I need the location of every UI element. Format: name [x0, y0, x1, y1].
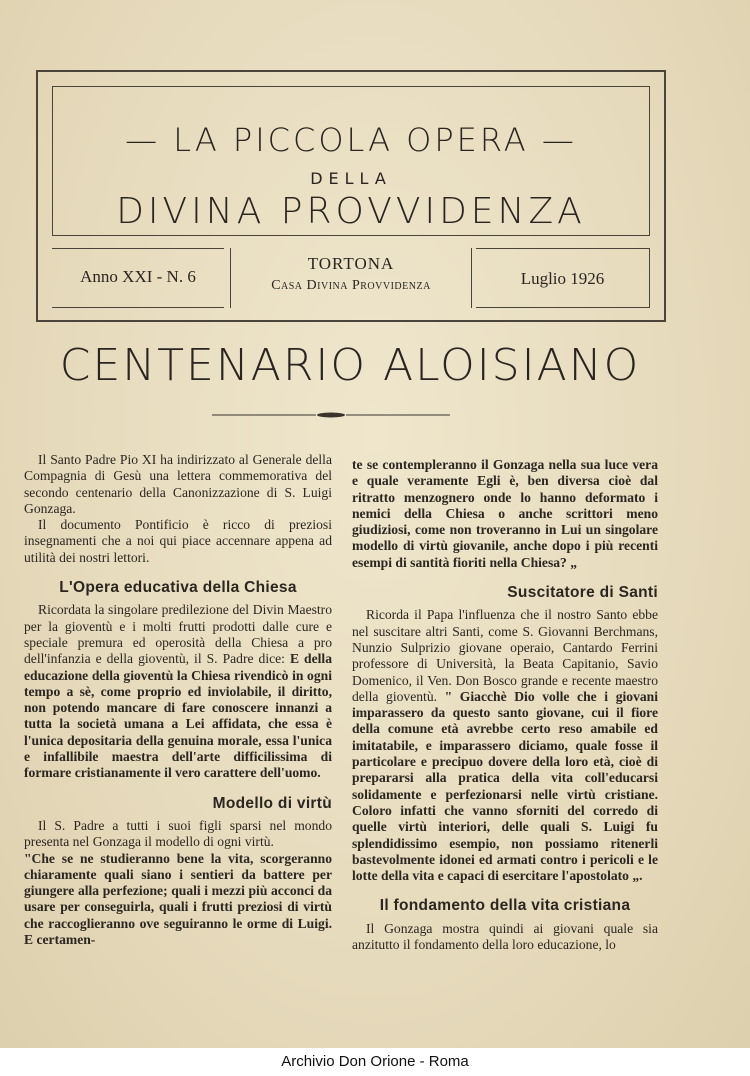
publisher-house: Casa Divina Provvidenza — [271, 278, 431, 293]
magazine-title: — LA PICCOLA OPERA — — [125, 121, 577, 159]
place-cell — [230, 248, 472, 308]
issue-cell — [52, 248, 224, 308]
ornament-divider — [212, 410, 450, 420]
date-cell — [476, 248, 650, 308]
magazine-subtitle: DIVINA PROVVIDENZA — [116, 191, 586, 232]
article-headline: CENTENARIO ALOISIANO — [59, 340, 641, 391]
section-text-quote: " Giacchè Dio volle che i giovani imparassero da questo santo giovane, cui il fiore della comune età avrebbe certo reso amabile ed imitatabile, e imparassero diciamo, quale fosse il particolare e precipuo dovere della loro età, cioè di prepararsi alla pratica della vita coll'educarsi solidamente e perfezionarsi nelle virtù cristiane. Coloro infatti che vanno sforniti del corredo di quelle virtù interiori, delle quali S. Luigi fu splendidissimo esempio, non possiamo ritenerli bastevolmente idonei ed armati contro i pericoli e le lotte della vita e capaci di esercitare l'apostolato „. — [352, 688, 658, 884]
magazine-title-connector: DELLA — [310, 169, 392, 188]
section-paragraph-modello: Il S. Padre a tutti i suoi figli sparsi nel mondo presenta nel Gonzaga il modello di ogni virtù. — [24, 817, 332, 850]
section-paragraph-fondamento: Il Gonzaga mostra quindi ai giovani quale sia anzitutto il fondamento della loro educazione, lo — [352, 920, 658, 953]
section-text-quote: E della educazione della gioventù la Chiesa rivendicò in ogni tempo a sè, come proprio ed inviolabile, il diritto, non potendo mancare di fare conoscere innanzi a tutta la società umana a Lei affidata, che essa è l'unica depositaria della genuina morale, essa l'unica e infallibile maestra dell'arte difficilissima di formare cristianamente il vero carattere dell'uomo. — [24, 651, 332, 781]
intro-paragraph-1: Il Santo Padre Pio XI ha indirizzato al Generale della Compagnia di Gesù una lettera commemorativa del secondo centenario della Canonizzazione di S. Luigi Gonzaga. — [24, 452, 332, 516]
section-paragraph-suscitatore — [352, 607, 658, 884]
intro-paragraph-2: Il documento Pontificio è ricco di preziosi insegnamenti che a noi qui piace accennare appena ad utilità dei nostri lettori. — [24, 517, 332, 565]
section-heading-suscitatore: Suscitatore di Santi — [507, 584, 658, 602]
section-heading-fondamento: Il fondamento della vita cristiana — [379, 897, 631, 915]
masthead-title-box — [52, 86, 650, 236]
section-heading-modello: Modello di virtù — [212, 794, 332, 812]
section-text-plain: Ricordata la singolare predilezione del Divin Maestro per la gioventù e i molti frutti prodotti dalle cure e speciale premura ed operosità della Chiesa a pro dell'infanzia e della gioventù, il S. Padre dice: — [24, 602, 332, 667]
right-column — [352, 457, 658, 953]
section-heading-opera-educativa: L'Opera educativa della Chiesa — [59, 579, 297, 597]
masthead — [36, 70, 666, 322]
city: TORTONA — [307, 254, 395, 273]
masthead-info-row — [52, 248, 650, 308]
section-quote-modello: "Che se ne studieranno bene la vita, scorgeranno chiaramente quali siano i sentieri da battere per giungere alla perfezione; quali i mezzi più acconci da usare per conseguirla, quali i frutti preziosi di virtù che raccoglieranno ove seguiranno le orme di Luigi. E certamen- — [24, 850, 332, 948]
archive-footer: Archivio Don Orione - Roma — [0, 1048, 750, 1076]
issue-number: Anno XXI - N. 6 — [80, 267, 196, 286]
section-text-plain: Ricorda il Papa l'influenza che il nostro Santo ebbe nel suscitare altri Santi, come S. Giovanni Berchmans, Nunzio Sulprizio giovane operaio, Cantardo Ferrini professore di Università, la Beata Capitanio, Savio Domenico, il Ven. Don Bosco grande e recente maestro della gioventù. — [352, 607, 658, 704]
quote-continuation: te se contempleranno il Gonzaga nella sua luce vera e quale veramente Egli è, ben diversa cioè dal ritratto menzognero onde lo hanno deformato i nemici della Chiesa o anche scrittori meno giudiziosi, come non troveranno in Lui un singolare modello di virtù giovanile, anche dopo i più recenti esempi di santità fioriti nella Chiesa? „ — [352, 457, 658, 570]
left-column — [24, 452, 332, 948]
section-paragraph-opera-educativa — [24, 602, 332, 781]
issue-date: Luglio 1926 — [520, 269, 605, 288]
